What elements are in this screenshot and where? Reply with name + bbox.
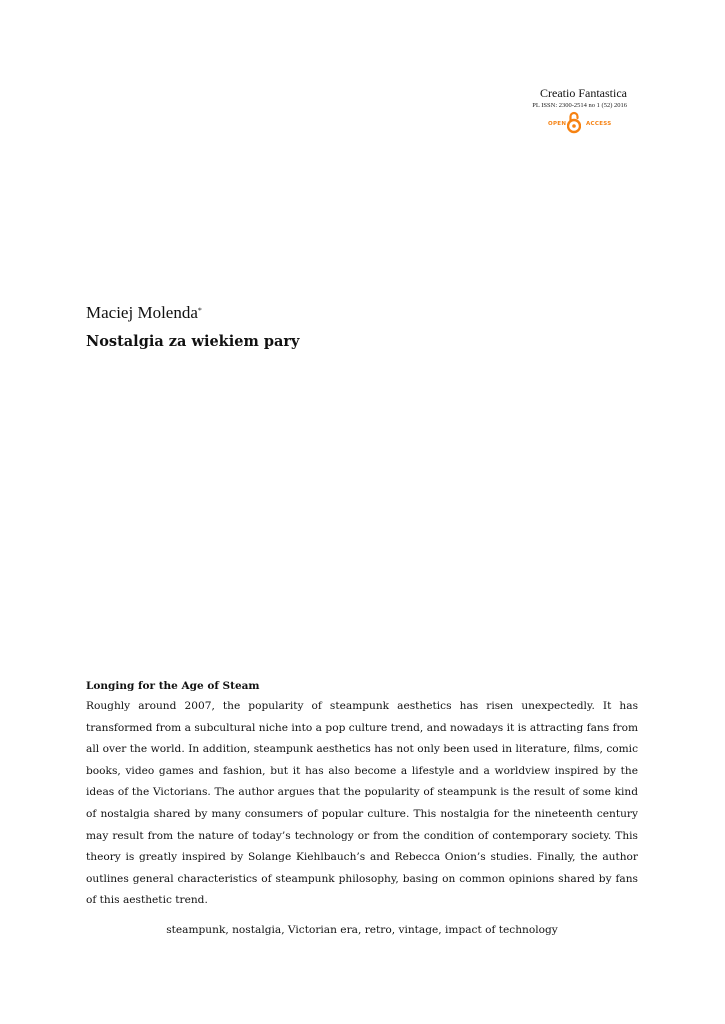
article-title: Nostalgia za wiekiem pary xyxy=(86,333,300,350)
open-access-open-label: OPEN xyxy=(548,121,567,127)
open-access-logo xyxy=(540,110,620,134)
issn-line: PL ISSN: 2300-2514 no 1 (52) 2016 xyxy=(532,102,627,109)
open-access-lock-icon xyxy=(567,110,581,134)
author-name-text: Maciej Molenda xyxy=(86,303,198,322)
abstract-heading: Longing for the Age of Steam xyxy=(86,680,260,692)
abstract-body: Roughly around 2007, the popularity of steampunk aesthetics has risen unexpectedly. It has transformed from a subcultural niche into a pop culture trend, and nowadays it is attracting fans from all over the world. In addition, steampunk aesthetics has not only been used in literature, films, comic books, video games and fashion, but it has also become a lifestyle and a worldview inspired by the ideas of the Victorians. The author argues that the popularity of steampunk is the result of some kind of nostalgia shared by many consumers of popular culture. This nostalgia for the nineteenth century may result from the nature of today’s technology or from the condition of contemporary society. This theory is greatly inspired by Solange Kiehlbauch’s and Rebecca Onion’s studies. Finally, the author outlines general characteristics of steampunk philosophy, basing on common opinions shared by fans of this aesthetic trend. xyxy=(86,700,638,907)
keywords: steampunk, nostalgia, Victorian era, retro, vintage, impact of technology xyxy=(166,924,558,936)
abstract xyxy=(86,676,638,912)
author-footnote-mark: * xyxy=(197,306,202,315)
journal-name: Creatio Fantastica xyxy=(540,86,627,100)
journal-header xyxy=(427,86,627,110)
open-access-access-label: ACCESS xyxy=(586,121,612,127)
author-name xyxy=(86,303,202,323)
